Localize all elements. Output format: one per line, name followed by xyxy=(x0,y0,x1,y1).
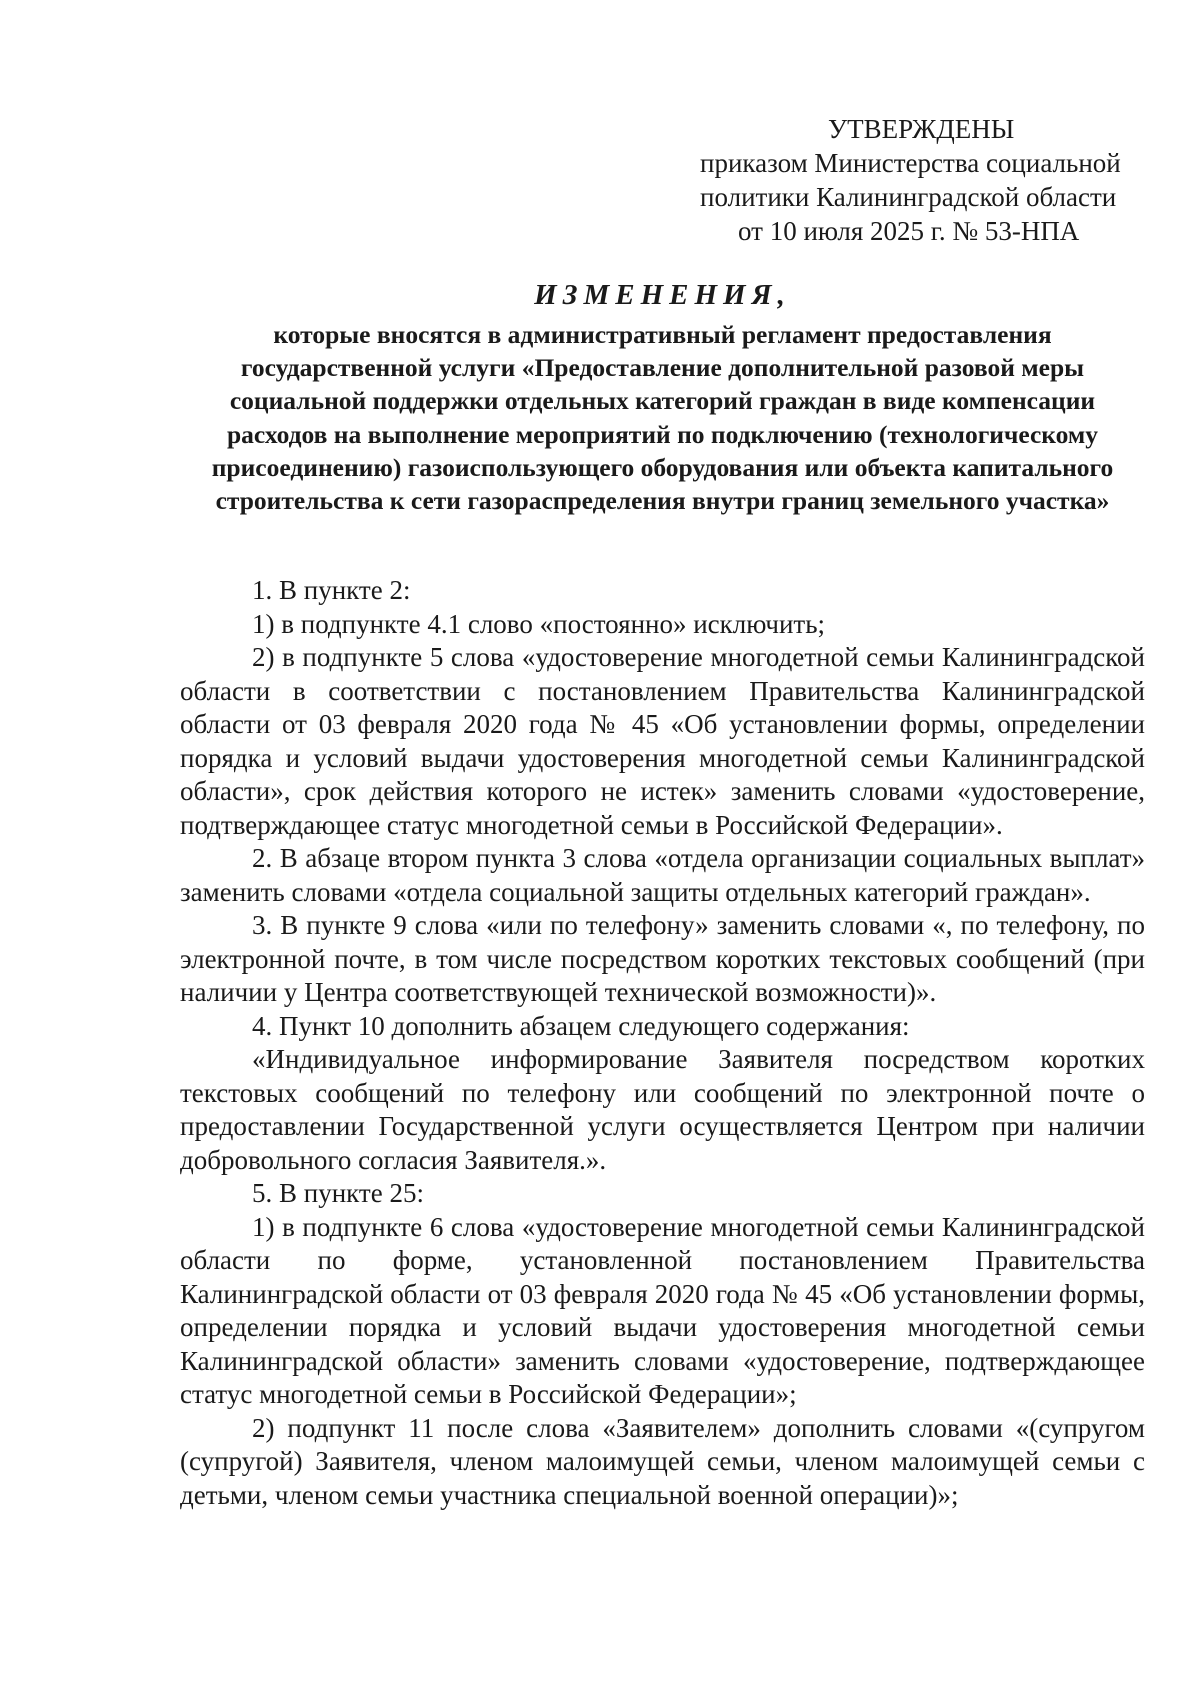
paragraph-item-1: 1. В пункте 2: xyxy=(252,575,411,605)
approval-ministry-line: политики Калининградской области xyxy=(700,182,1117,212)
paragraph-subitem-1-2: 2) в подпункте 5 слова «удостоверение многодетной семьи Калининградской области в соответствии с постановлением Правительства Калининградской области от 03 февраля 2020 года № 45 «Об установлении формы, определении порядка и условий выдачи удостоверения многодетной семьи Калининградской области», срок действия которого не истек» заменить словами «удостоверение, подтверждающее статус многодетной семьи в Российской Федерации». xyxy=(180,642,1145,840)
paragraph-item-5: 5. В пункте 25: xyxy=(252,1178,424,1208)
document-title: ИЗМЕНЕНИЯ, xyxy=(534,279,791,311)
paragraph-item-4: 4. Пункт 10 дополнить абзацем следующего содержания: xyxy=(252,1010,910,1041)
paragraph-subitem-5-2: 2) подпункт 11 после слова «Заявителем» дополнить словами «(супругом (супругой) Заявителя, членом малоимущей семьи, членом малоимущей семьи с детьми, членом семьи участника специальной военной операции)»; xyxy=(180,1412,1145,1510)
approval-date-number: от 10 июля 2025 г. № 53-НПА xyxy=(738,216,1080,246)
approval-order-line: приказом Министерства социальной xyxy=(700,148,1121,178)
approval-stamp xyxy=(700,112,1160,248)
document-subtitle: которые вносятся в административный регламент предоставления государственной услуги «Предоставление дополнительной разовой меры социальной поддержки отдельных категорий граждан в виде компенсации расходов на выполнение мероприятий по подключению (технологическому присоединению) газоиспользующего оборудования или объекта капитального строительства к сети газораспределения внутри границ земельного участка» xyxy=(211,320,1114,516)
paragraph-item-2: 2. В абзаце втором пункта 3 слова «отдела организации социальных выплат» заменить словами «отдела социальной защиты отдельных категорий граждан». xyxy=(180,843,1145,907)
paragraph-subitem-5-1: 1) в подпункте 6 слова «удостоверение многодетной семьи Калининградской области по форме, установленной постановлением Правительства Калининградской области от 03 февраля 2020 года № 45 «Об установлении формы, определении порядка и условий выдачи удостоверения многодетной семьи Калининградской области» заменить словами «удостоверение, подтверждающее статус многодетной семьи в Российской Федерации»; xyxy=(180,1211,1145,1409)
approval-heading: УТВЕРЖДЕНЫ xyxy=(828,114,1015,144)
paragraph-item-4-quote: «Индивидуальное информирование Заявителя посредством коротких текстовых сообщений по телефону или сообщений по электронной почте о предоставлении Государственной услуги осуществляется Центром при наличии добровольного согласия Заявителя.». xyxy=(180,1044,1145,1175)
paragraph-subitem-1-1: 1) в подпункте 4.1 слово «постоянно» исключить; xyxy=(252,608,826,639)
title-block xyxy=(180,278,1145,517)
paragraph-item-3: 3. В пункте 9 слова «или по телефону» заменить словами «, по телефону, по электронной почте, в том числе посредством коротких текстовых сообщений (при наличии у Центра соответствующей технической возможности)». xyxy=(180,910,1145,1007)
document-body xyxy=(180,574,1145,1512)
